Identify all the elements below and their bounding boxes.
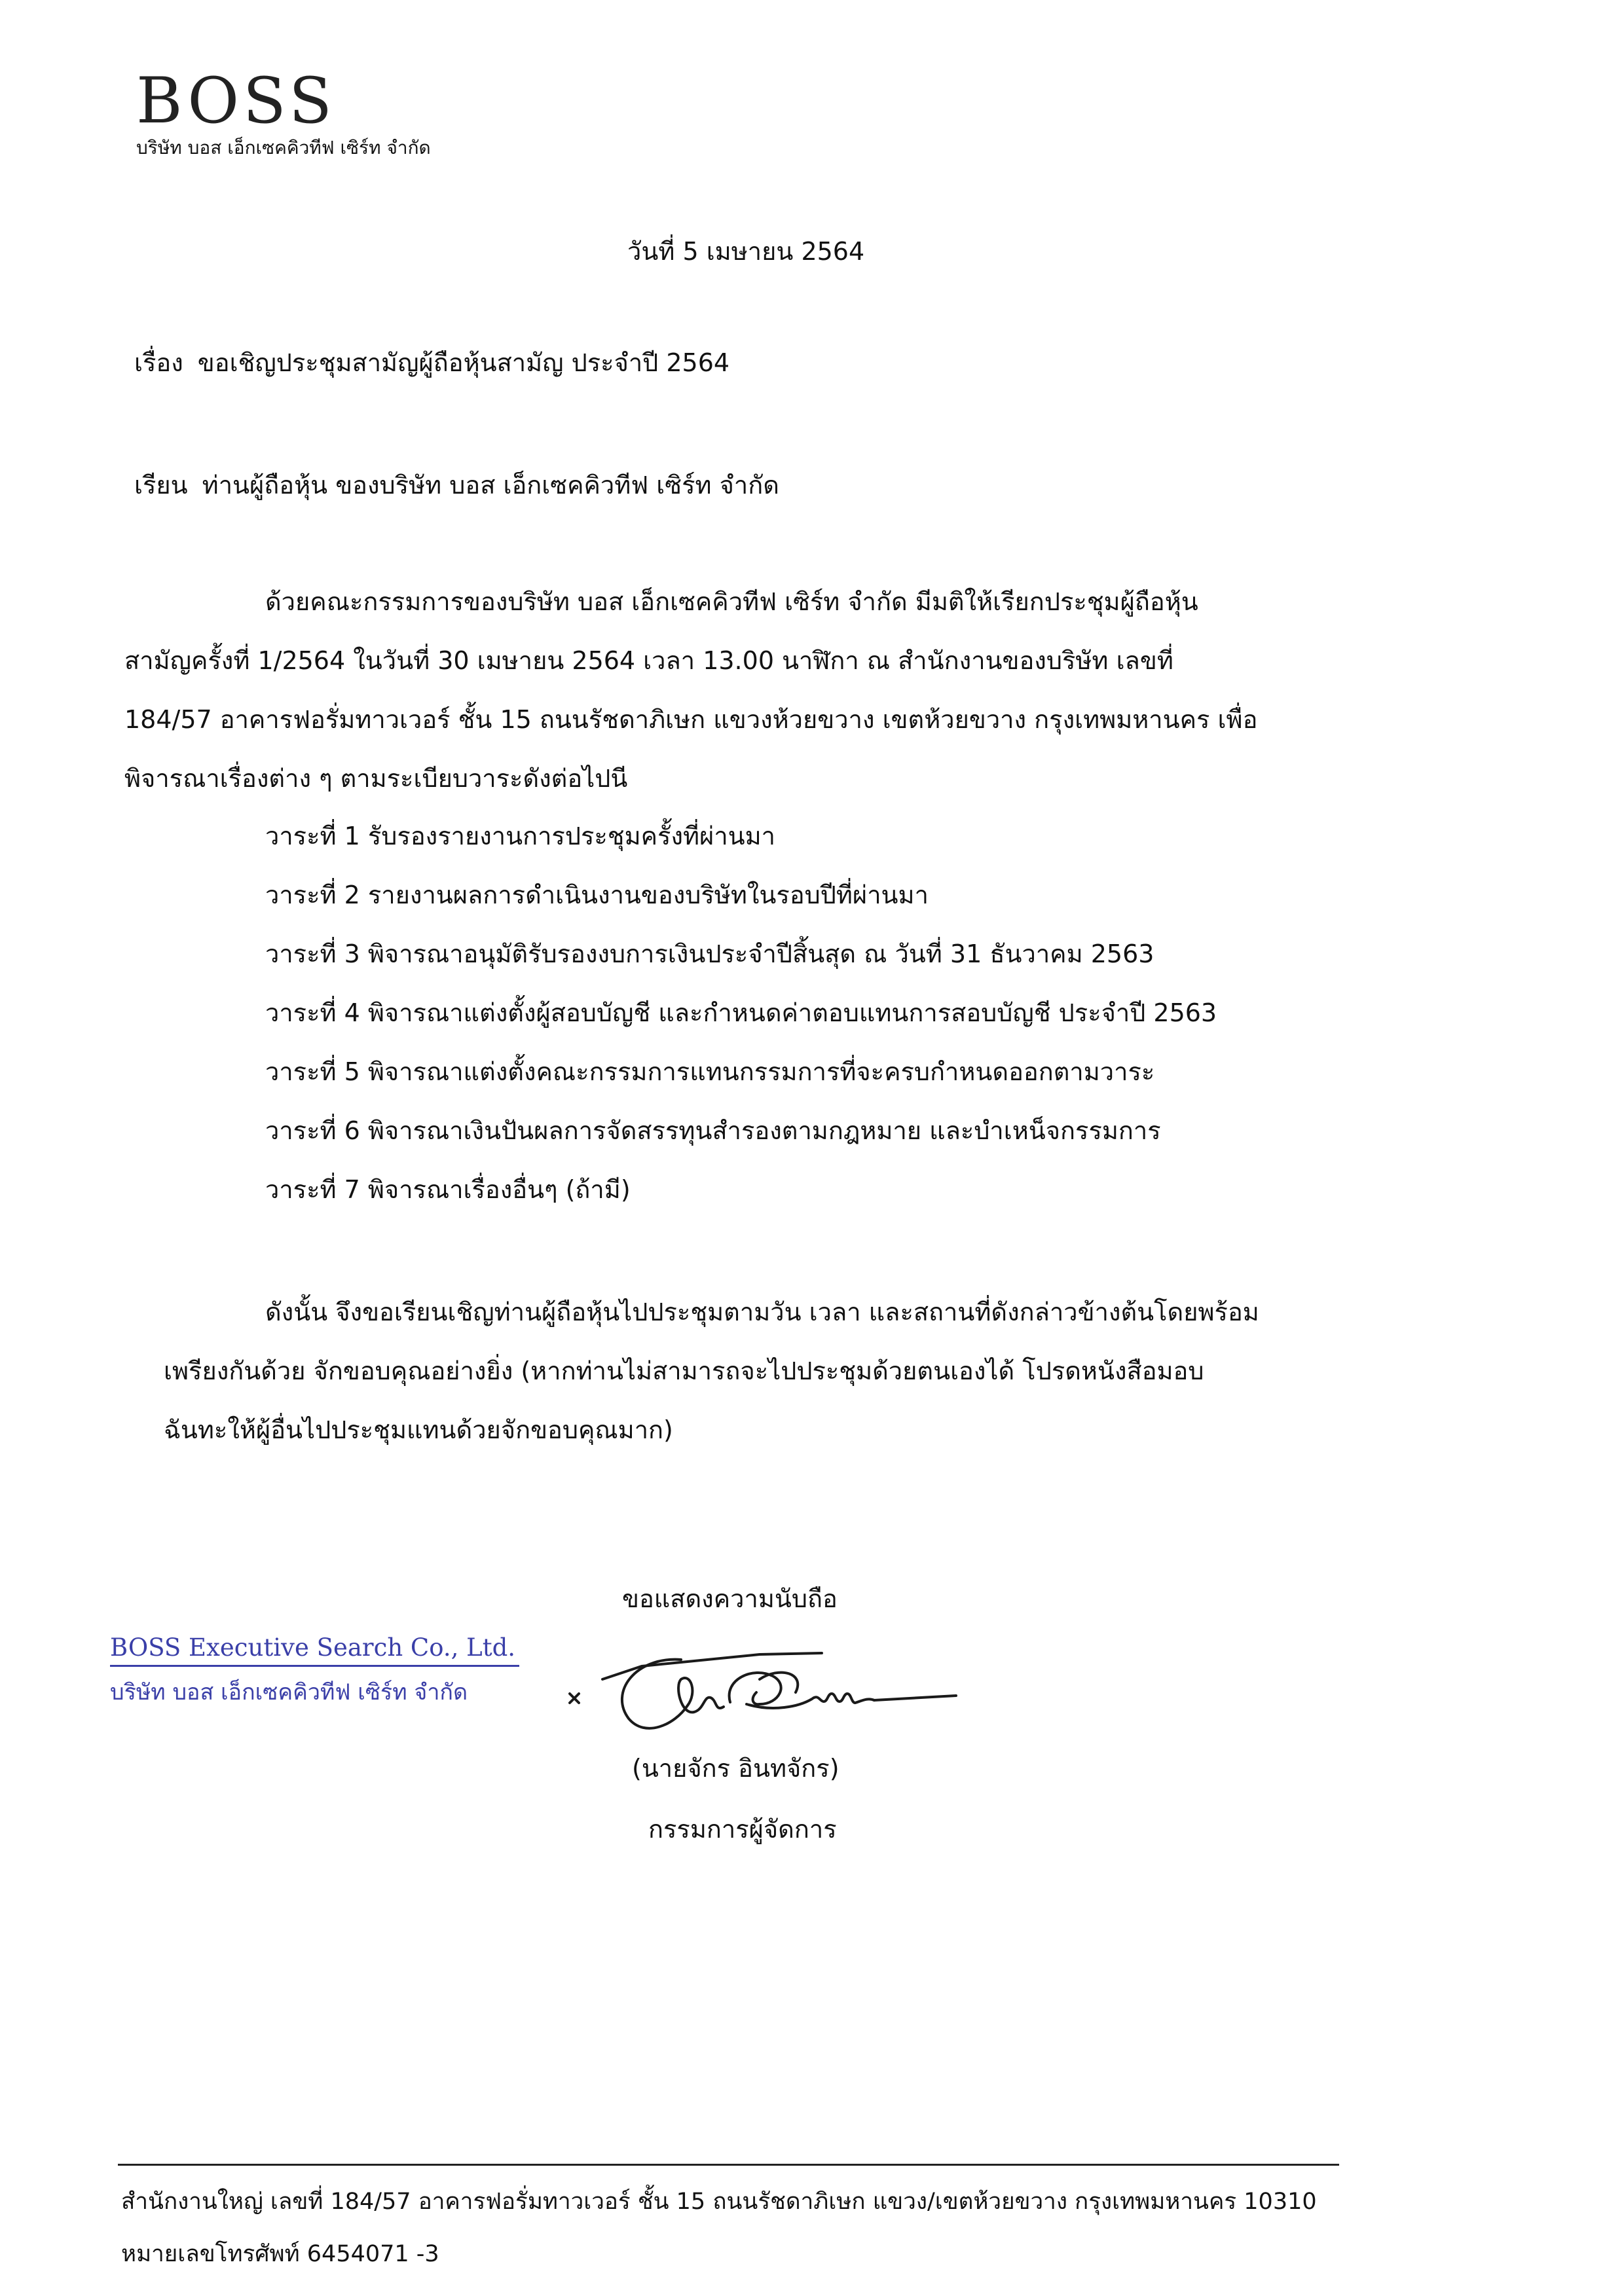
subject-line (134, 350, 729, 375)
recipient-line (134, 473, 779, 498)
stamp-underline (110, 1665, 519, 1667)
footer-address: สำนักงานใหญ่ เลขที่ 184/57 อาคารฟอรั่มทาวเวอร์ ชั้น 15 ถนนรัชดาภิเษก แขวง/เขตห้วยขวาง กรุงเทพมหานคร 10310 (121, 2189, 1317, 2215)
body-paragraph-2-line: ฉันทะให้ผู้อื่นไปประชุมแทนด้วยจักขอบคุณมาก) (164, 1415, 673, 1444)
letter-date: วันที่ 5 เมษายน 2564 (627, 237, 865, 266)
agenda-item: วาระที่ 6 พิจารณาเงินปันผลการจัดสรรทุนสำรองตามกฎหมาย และบำเหน็จกรรมการ (265, 1116, 1161, 1145)
subject-label: เรื่อง (134, 348, 183, 377)
signer-name: (นายจักร อินทจักร) (632, 1754, 840, 1783)
footer-divider (118, 2164, 1339, 2166)
agenda-item: วาระที่ 4 พิจารณาแต่งตั้งผู้สอบบัญชี และกำหนดค่าตอบแทนการสอบบัญชี ประจำปี 2563 (265, 998, 1217, 1027)
company-logo: BOSS (136, 64, 336, 137)
company-name-thai: บริษัท บอส เอ็กเซคคิวทีฟ เซิร์ท จำกัด (136, 137, 431, 158)
closing-salutation: ขอแสดงความนับถือ (622, 1584, 838, 1613)
footer-phone: หมายเลขโทรศัพท์ 6454071 -3 (121, 2241, 439, 2267)
body-paragraph-1-line: ด้วยคณะกรรมการของบริษัท บอส เอ็กเซคคิวทีฟ เซิร์ท จำกัด มีมติให้เรียกประชุมผู้ถือหุ้น (265, 587, 1198, 616)
body-paragraph-1-line: 184/57 อาคารฟอรั่มทาวเวอร์ ชั้น 15 ถนนรัชดาภิเษก แขวงห้วยขวาง เขตห้วยขวาง กรุงเทพมหานคร เพื่อ (124, 705, 1258, 734)
body-paragraph-2-line: ดังนั้น จึงขอเรียนเชิญท่านผู้ถือหุ้นไปประชุมตามวัน เวลา และสถานที่ดังกล่าวข้างต้นโดยพร้อม (265, 1298, 1259, 1326)
agenda-item: วาระที่ 2 รายงานผลการดำเนินงานของบริษัทในรอบปีที่ผ่านมา (265, 881, 929, 909)
recipient-label: เรียน (134, 471, 188, 500)
agenda-item: วาระที่ 7 พิจารณาเรื่องอื่นๆ (ถ้ามี) (265, 1175, 631, 1204)
company-stamp (110, 1633, 536, 1712)
signer-position: กรรมการผู้จัดการ (648, 1815, 837, 1844)
agenda-item: วาระที่ 1 รับรองรายงานการประชุมครั้งที่ผ่านมา (265, 822, 776, 850)
agenda-item: วาระที่ 5 พิจารณาแต่งตั้งคณะกรรมการแทนกรรมการที่จะครบกำหนดออกตามวาระ (265, 1057, 1155, 1086)
agenda-item: วาระที่ 3 พิจารณาอนุมัติรับรองงบการเงินประจำปีสิ้นสุด ณ วันที่ 31 ธันวาคม 2563 (265, 939, 1154, 968)
body-paragraph-1-line: สามัญครั้งที่ 1/2564 ในวันที่ 30 เมษายน 2564 เวลา 13.00 นาฬิกา ณ สำนักงานของบริษัท เลขที่ (124, 646, 1173, 675)
body-paragraph-1-line: พิจารณาเรื่องต่าง ๆ ตามระเบียบวาระดังต่อไปนี (124, 764, 628, 793)
subject-text: ขอเชิญประชุมสามัญผู้ถือหุ้นสามัญ ประจำปี 2564 (197, 348, 730, 377)
stamp-english: BOSS Executive Search Co., Ltd. (110, 1633, 516, 1662)
stamp-thai: บริษัท บอส เอ็กเซคคิวทีฟ เซิร์ท จำกัด (110, 1679, 468, 1705)
recipient-text: ท่านผู้ถือหุ้น ของบริษัท บอส เอ็กเซคคิวทีฟ เซิร์ท จำกัด (202, 471, 779, 500)
body-paragraph-2-line: เพรียงกันด้วย จักขอบคุณอย่างยิ่ง (หากท่านไม่สามารถจะไปประชุมด้วยตนเองได้ โปรดหนังสือมอบ (164, 1357, 1204, 1385)
handwritten-signature (563, 1620, 969, 1751)
